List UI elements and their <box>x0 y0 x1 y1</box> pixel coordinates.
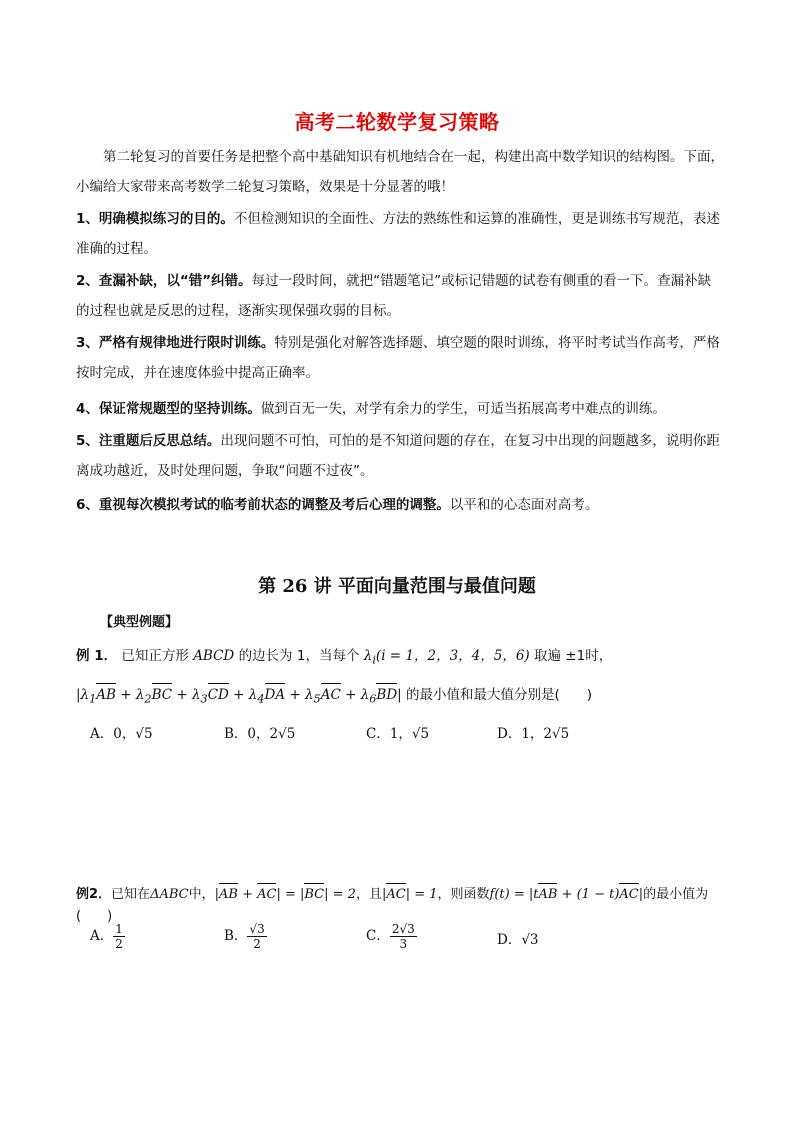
tip-2-text: 每过一段时间，就把“错题笔记”或标记错题的试卷有侧重的看一下。查漏补缺的过程也就是反思的过程，逐渐实现保强攻弱的目标。 <box>76 273 712 319</box>
tip-6-text: 以平和的心态面对高考。 <box>449 497 599 513</box>
example-1-option-b: B．0，2√5 <box>224 726 296 742</box>
page-title: 高考二轮数学复习策略 <box>294 110 500 134</box>
example-1-text-b: 的边长为 1，当每个 <box>238 648 360 664</box>
example-2-function: f(t) = |tAB + (1 − t)AC| <box>490 887 644 902</box>
tip-4-heading: 4、保证常规题型的坚持训练。 <box>76 401 261 417</box>
intro-paragraph: 第二轮复习的首要任务是把整个高中基础知识有机地结合在一起，构建出高中数学知识的结构图。下面，小编给大家带来高考数学二轮复习策略，效果是十分显著的哦！ <box>76 149 724 195</box>
example-1 <box>76 645 736 710</box>
example-2-option-c-label: C． <box>366 928 390 944</box>
tip-6 <box>76 490 724 520</box>
tip-3-heading: 3、严格有规律地进行限时训练。 <box>76 335 275 351</box>
example-2-option-a-label: A． <box>90 928 114 944</box>
example-1-text-d: 的最小值和最大值分别是( ) <box>406 686 593 703</box>
example-2-triangle: ΔABC <box>150 887 189 902</box>
tip-4-text: 做到百无一失，对学有余力的学生，可适当拓展高考中难点的训练。 <box>260 401 666 417</box>
tip-1-text: 不但检测知识的全面性、方法的熟练性和运算的准确性，更是训练书写规范，表述准确的过程。 <box>76 211 720 257</box>
example-2-option-c-value: $\frac{2√3}{3}$ <box>391 922 415 951</box>
example-2-text-b: 中， <box>188 887 215 902</box>
tip-1-heading: 1、明确模拟练习的目的。 <box>76 211 234 227</box>
example-1-square-name: ABCD <box>193 648 235 664</box>
example-2-text-d: ，则函数 <box>437 887 490 902</box>
example-2-option-d <box>497 928 539 948</box>
example-2-option-b <box>224 922 267 951</box>
example-2-text-e: 的最小值为( ) <box>76 887 709 924</box>
tip-3-text: 特别是强化对解答选择题、填空题的限时训练，将平时考试当作高考，严格按时完成，并在速度体验中提高正确率。 <box>76 335 720 381</box>
tip-6-heading: 6、重视每次模拟考试的临考前状态的调整及考后心理的调整。 <box>76 497 450 513</box>
example-1-option-d: D．1，2√5 <box>497 726 570 742</box>
tip-1 <box>76 204 724 264</box>
example-1-text-c: 取遍 ±1时， <box>534 648 613 664</box>
example-1-option-a: A．0，√5 <box>90 726 153 742</box>
example-1-line-2 <box>76 684 736 711</box>
example-2-condition-1: |AB + AC| = |BC| = 2 <box>215 887 356 902</box>
example-2-option-a-value: $\frac{1}{2}$ <box>115 922 123 951</box>
lesson-title: 第 26 讲 平面向量范围与最值问题 <box>258 576 536 597</box>
example-2-option-d-label: D． <box>497 932 522 948</box>
example-2-option-b-value: $\frac{√3}{2}$ <box>249 922 265 951</box>
tip-2-heading: 2、查漏补缺，以“错”纠错。 <box>76 273 252 289</box>
examples-tag: 【典型例题】 <box>100 615 179 630</box>
example-1-lambda-range: $\lambda_i(i = 1$，2，3，4，5，6) <box>363 648 530 667</box>
example-1-option-c: C．1，√5 <box>366 726 430 742</box>
example-2-number: 例2． <box>76 887 112 902</box>
example-1-text-a: 已知正方形 <box>121 648 189 664</box>
tip-3 <box>76 328 724 388</box>
example-1-number: 例 1． <box>76 648 118 664</box>
example-2-text-a: 已知在 <box>111 887 151 902</box>
tip-5 <box>76 426 724 486</box>
example-2-condition-2: |AC| = 1 <box>382 887 438 902</box>
tip-2 <box>76 266 724 326</box>
example-2-option-c <box>366 922 417 951</box>
example-2-text-c: ，且 <box>355 887 382 902</box>
example-1-expression: $|\lambda_1AB + \lambda_2BC + \lambda_3CD + \lambda_4DA + \lambda_5AC + \lambda_6BD|$ <box>76 687 402 703</box>
example-2-option-b-label: B． <box>224 928 248 944</box>
tip-4 <box>76 394 724 424</box>
tip-5-text: 出现问题不可怕，可怕的是不知道问题的存在，在复习中出现的问题越多，说明你距离成功越近，及时处理问题，争取“问题不过夜”。 <box>76 433 720 479</box>
example-2-option-a <box>90 922 125 951</box>
example-2-option-d-value: √3 <box>521 932 539 948</box>
example-1-line-1 <box>76 645 736 672</box>
tip-5-heading: 5、注重题后反思总结。 <box>76 433 221 449</box>
